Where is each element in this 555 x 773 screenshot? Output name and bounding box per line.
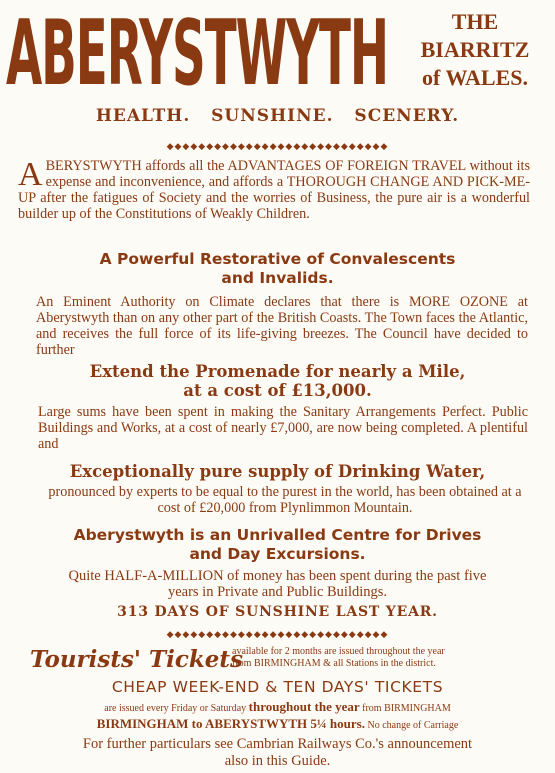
masthead-tagline xyxy=(400,8,550,92)
route-tail: No change of Carriage xyxy=(367,720,459,731)
ornament-divider: ◆◆◆◆◆◆◆◆◆◆◆◆◆◆◆◆◆◆◆◆◆◆◆◆◆◆◆◆ xyxy=(166,630,389,640)
tagline-line: of WALES. xyxy=(422,65,528,90)
tourists-tickets-title: Tourists' Tickets xyxy=(30,646,243,673)
health-sunshine-scenery: HEALTH. SUNSHINE. SCENERY. xyxy=(95,106,460,126)
further-line: For further particulars see Cambrian Railways Co.'s announcement xyxy=(82,736,473,752)
route-line xyxy=(12,716,543,732)
route-bold: BIRMINGHAM to ABERYSTWYTH 5¼ hours. xyxy=(96,716,365,731)
ornament-divider: ◆◆◆◆◆◆◆◆◆◆◆◆◆◆◆◆◆◆◆◆◆◆◆◆◆◆◆◆ xyxy=(166,142,389,152)
heading-line: A Powerful Restorative of Convalescents xyxy=(99,250,456,268)
heading-line: Extend the Promenade for nearly a Mile, xyxy=(89,362,466,381)
issued-small: are issued every Friday or Saturday xyxy=(104,703,247,714)
note-line: from BIRMINGHAM & all Stations in the district. xyxy=(232,658,436,669)
intro-paragraph xyxy=(18,158,530,222)
paragraph-line: years in Private and Public Buildings. xyxy=(167,584,388,600)
promenade-heading xyxy=(0,362,555,400)
authority-paragraph: An Eminent Authority on Climate declares that there is MORE OZONE at Aberystwyth than on any other part of the British Coasts. The Town faces the Atlantic, and receives the full force of its life-giving breezes. The Council have decided to further xyxy=(36,294,528,358)
cheap-tickets-heading: CHEAP WEEK-END & TEN DAYS' TICKETS xyxy=(111,678,444,696)
issued-tail: from BIRMINGHAM xyxy=(362,703,451,714)
tagline-line: BIARRITZ xyxy=(420,37,530,62)
heading-line: at a cost of £13,000. xyxy=(183,381,372,400)
tourists-tickets-note xyxy=(232,646,532,670)
further-particulars xyxy=(0,736,555,770)
paragraph-line: Quite HALF-A-MILLION of money has been spent during the past five xyxy=(68,568,487,584)
further-line: also in this Guide. xyxy=(224,753,331,769)
issued-bold: throughout the year xyxy=(248,699,360,714)
heading-line: and Day Excursions. xyxy=(189,545,366,563)
heading-line: Aberystwyth is an Unrivalled Centre for Drives xyxy=(73,526,482,544)
water-heading: Exceptionally pure supply of Drinking Water, xyxy=(69,462,486,481)
tagline-line: THE xyxy=(451,9,499,34)
sunshine-days-line: 313 DAYS OF SUNSHINE LAST YEAR. xyxy=(117,604,438,620)
issued-line xyxy=(12,700,543,715)
note-line: available for 2 months are issued throughout the year xyxy=(232,646,445,657)
water-paragraph: pronounced by experts to be equal to the purest in the world, has been obtained at a cost of £20,000 from Plynlimmon Mountain. xyxy=(48,484,522,516)
heading-line: and Invalids. xyxy=(221,269,334,287)
drop-cap: A xyxy=(18,156,43,193)
sanitary-paragraph: Large sums have been spent in making the Sanitary Arrangements Perfect. Public Buildings and Works, at a cost of nearly £7,000, are now being completed. A plentiful and xyxy=(38,404,528,452)
million-paragraph xyxy=(0,568,555,600)
restorative-heading xyxy=(0,250,555,288)
masthead-title: ABERYSTWYTH xyxy=(6,1,389,106)
centre-heading xyxy=(0,526,555,564)
intro-text: BERYSTWYTH affords all the ADVANTAGES OF FOREIGN TRAVEL without its expense and inconvenience, and affords a THOROUGH CHANGE AND PICK-ME-UP after the fatigues of Society and the worries of Business, the pure air is a wonderful builder up of the Constitutions of Weakly Children. xyxy=(18,158,530,222)
